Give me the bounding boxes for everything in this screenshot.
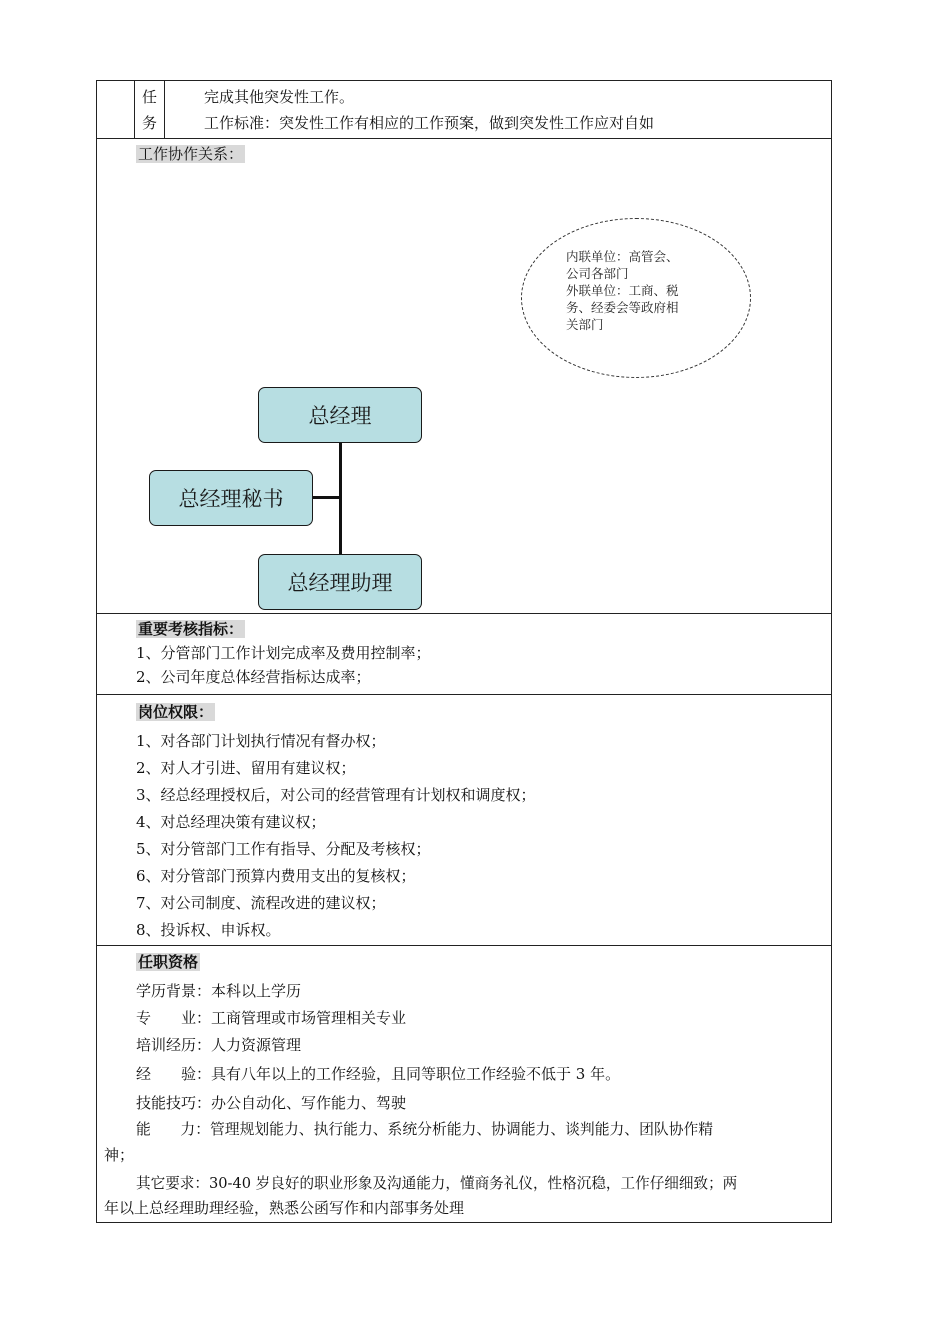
org-node-assistant [258,554,422,610]
cooperation-heading-text: 工作协作关系： [138,145,244,163]
org-node-secretary [149,470,313,526]
authority-item: 7、对公司制度、流程改进的建议权； [136,894,386,912]
qualification-experience: 经 验：具有八年以上的工作经验，且同等职位工作经验不低于 3 年。 [136,1065,621,1083]
column-divider [134,80,135,138]
qualification-education: 学历背景：本科以上学历 [136,982,302,1000]
row-divider [96,694,832,695]
authority-heading-text: 岗位权限： [138,703,214,721]
authority-item: 2、对人才引进、留用有建议权； [136,759,356,777]
row-divider [96,138,832,139]
task-side-label: 任 [142,88,158,106]
external-units-text: 内联单位：高管会、 公司各部门 外联单位：工商、税 务、经委会等政府相 关部门 [566,249,679,332]
qualification-other-cont: 年以上总经理助理经验，熟悉公函写作和内部事务处理 [104,1199,465,1217]
column-divider [164,80,165,138]
cooperation-heading [136,144,245,164]
kpi-heading [136,619,245,639]
org-node-label: 总经理助理 [287,571,393,595]
authority-item: 3、经总经理授权后，对公司的经营管理有计划权和调度权； [136,786,536,804]
org-node-label: 总经理秘书 [178,487,284,511]
kpi-heading-text: 重要考核指标： [138,620,244,638]
qualification-ability: 能 力：管理规划能力、执行能力、系统分析能力、协调能力、谈判能力、团队协作精 [136,1121,714,1138]
table-bottom-border [96,1222,832,1223]
org-node-label: 总经理 [308,404,372,428]
kpi-item: 1、分管部门工作计划完成率及费用控制率； [136,644,431,662]
table-top-border [96,80,832,81]
qualification-skills: 技能技巧：办公自动化、写作能力、驾驶 [136,1094,407,1112]
kpi-item: 2、公司年度总体经营指标达成率； [136,668,371,686]
qualification-other: 其它要求：30-40 岁良好的职业形象及沟通能力，懂商务礼仪，性格沉稳，工作仔细细致；两 [136,1175,738,1192]
authority-item: 4、对总经理决策有建议权； [136,813,326,831]
row-divider [96,945,832,946]
task-standard-line: 工作标准：突发性工作有相应的工作预案，做到突发性工作应对自如 [204,114,655,132]
authority-heading [136,702,215,722]
task-line: 完成其他突发性工作。 [204,88,355,106]
qualification-training: 培训经历：人力资源管理 [136,1036,302,1054]
org-node-general-manager [258,387,422,443]
table-right-border [831,80,832,1223]
task-side-label: 务 [142,114,158,132]
qualification-heading-text: 任职资格 [138,953,199,971]
authority-item: 1、对各部门计划执行情况有督办权； [136,732,386,750]
org-connector-horizontal [313,496,341,499]
table-left-border [96,80,97,1223]
qualification-major: 专 业：工商管理或市场管理相关专业 [136,1009,407,1027]
authority-item: 6、对分管部门预算内费用支出的复核权； [136,867,416,885]
authority-item: 8、投诉权、申诉权。 [136,921,281,939]
row-divider [96,613,832,614]
authority-item: 5、对分管部门工作有指导、分配及考核权； [136,840,431,858]
qualification-ability-cont: 神； [104,1146,135,1164]
qualification-heading [136,952,200,972]
